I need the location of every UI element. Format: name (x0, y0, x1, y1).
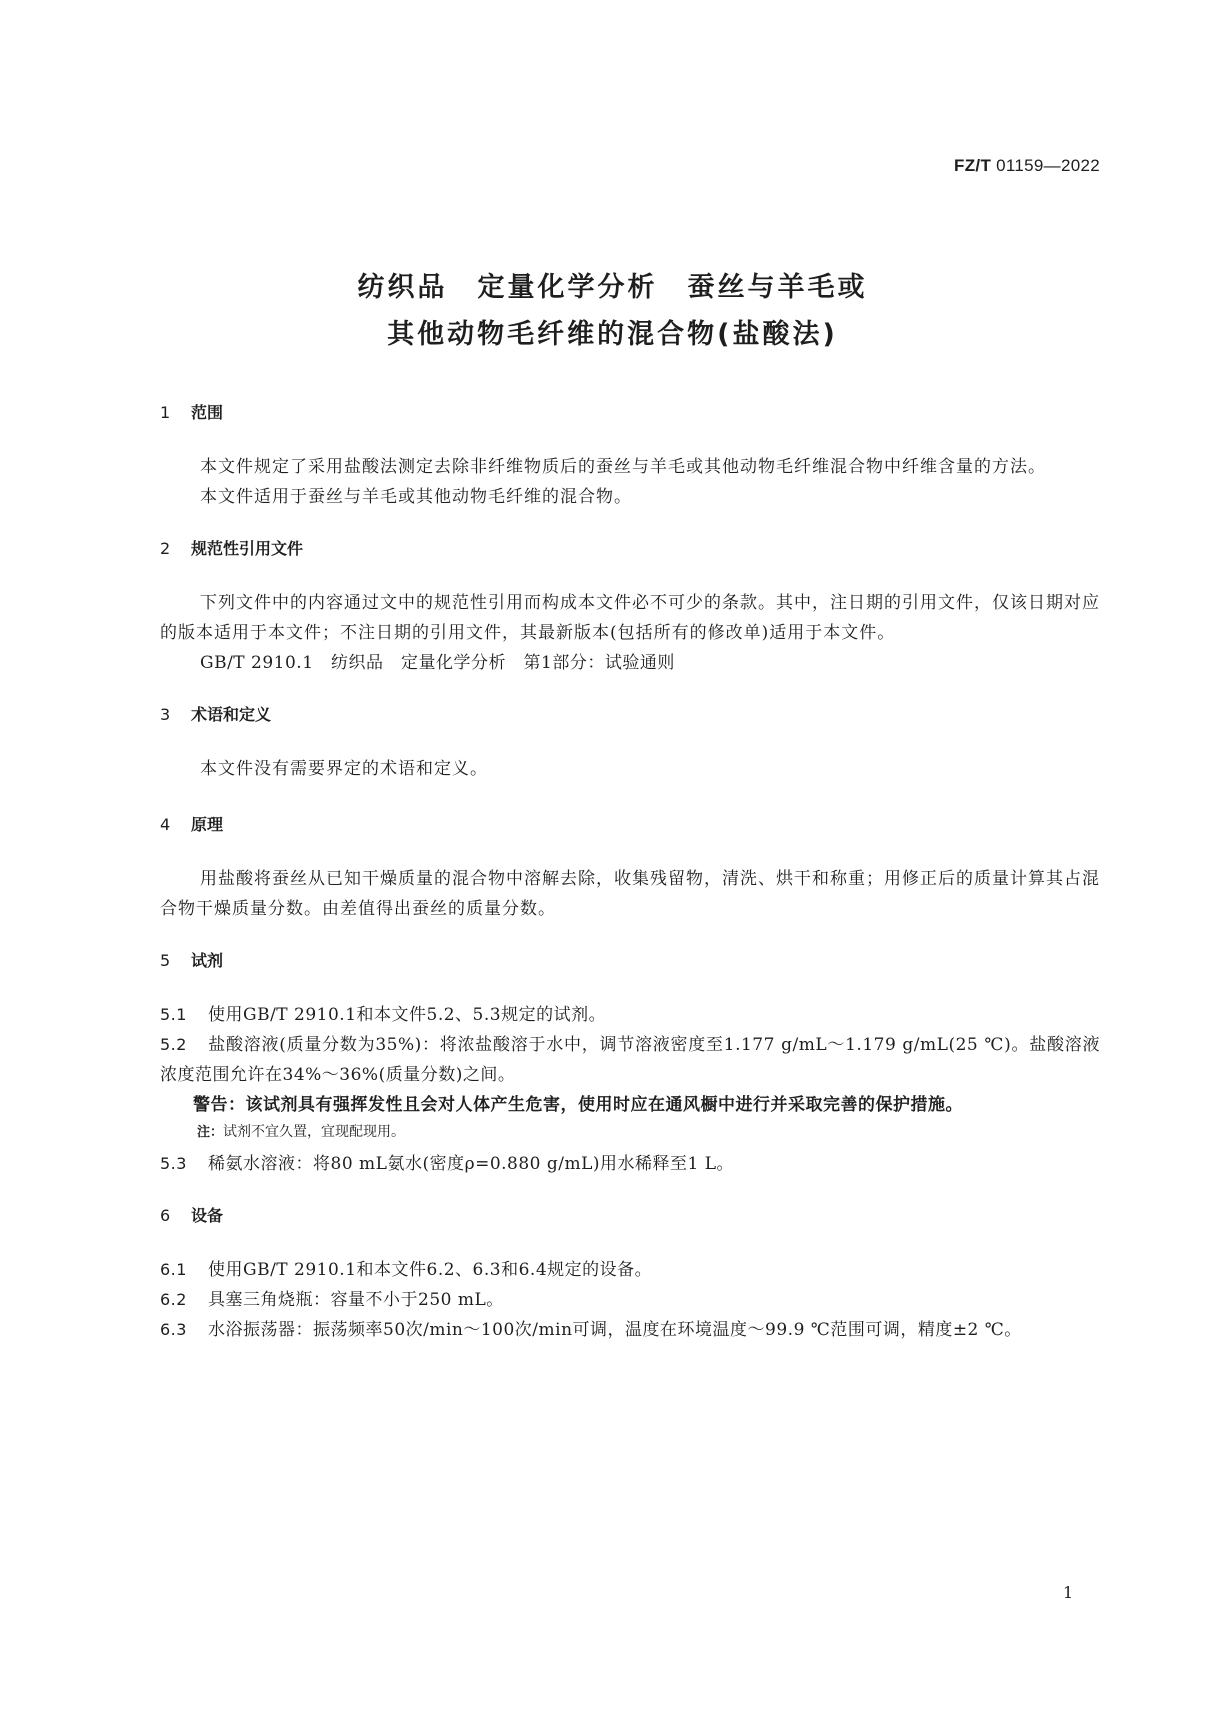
section-title: 范围 (191, 403, 224, 422)
section-heading-principle (160, 814, 1100, 836)
section-number: 1 (160, 403, 171, 422)
paragraph: 本文件规定了采用盐酸法测定去除非纤维物质后的蚕丝与羊毛或其他动物毛纤维混合物中纤维含量的方法。 (200, 457, 1046, 477)
clause-number: 5.1 (160, 1005, 187, 1024)
clause-text: 使用GB/T 2910.1和本文件6.2、6.3和6.4规定的设备。 (208, 1260, 653, 1280)
section-heading-reagents (160, 950, 1100, 972)
clause-5-1 (160, 1000, 1100, 1030)
clause-text: 盐酸溶液(质量分数为35%)：将浓盐酸溶于水中，调节溶液密度至1.177 g/mL～1.179 g/mL(25 ℃)。盐酸溶液浓度范围允许在34%～36%(质量分数)之间。 (160, 1035, 1100, 1085)
document-body (160, 402, 1100, 1345)
section-title: 术语和定义 (191, 705, 272, 724)
title-line-2: 其他动物毛纤维的混合物(盐酸法) (387, 319, 838, 350)
title-line-1: 纺织品 定量化学分析 蚕丝与羊毛或 (357, 272, 868, 303)
section-number: 4 (160, 815, 171, 834)
clause-6-2 (160, 1285, 1100, 1315)
clause-6-1 (160, 1255, 1100, 1285)
note-label: 注： (197, 1125, 224, 1140)
paragraph: 本文件适用于蚕丝与羊毛或其他动物毛纤维的混合物。 (200, 487, 632, 507)
paragraph: 下列文件中的内容通过文中的规范性引用而构成本文件必不可少的条款。其中，注日期的引用文件，仅该日期对应的版本适用于本文件；不注日期的引用文件，其最新版本(包括所有的修改单)适用于本文件。 (160, 593, 1100, 643)
clause-5-2 (160, 1030, 1100, 1090)
section-heading-terms (160, 704, 1100, 726)
clause-text: 稀氨水溶液：将80 mL氨水(密度ρ=0.880 g/mL)用水稀释至1 L。 (208, 1154, 735, 1174)
section-title: 原理 (191, 815, 224, 834)
clause-text: 使用GB/T 2910.1和本文件5.2、5.3规定的试剂。 (208, 1005, 607, 1025)
paragraph: 本文件没有需要界定的术语和定义。 (200, 759, 488, 779)
section-title: 设备 (191, 1206, 224, 1225)
section-number: 3 (160, 705, 171, 724)
clause-number: 5.2 (160, 1035, 187, 1054)
clause-6-3 (160, 1315, 1100, 1345)
clause-text: 具塞三角烧瓶：容量不小于250 mL。 (208, 1290, 504, 1310)
note (160, 1120, 1100, 1145)
section-number: 2 (160, 539, 171, 558)
reference-entry: GB/T 2910.1 纺织品 定量化学分析 第1部分：试验通则 (200, 653, 675, 673)
section-title: 试剂 (191, 951, 224, 970)
warning: 警告：该试剂具有强挥发性且会对人体产生危害，使用时应在通风橱中进行并采取完善的保护措施。 (193, 1095, 963, 1115)
clause-number: 6.3 (160, 1320, 187, 1339)
section-heading-scope (160, 402, 1100, 424)
standard-prefix: FZ/T (954, 156, 992, 175)
document-code (954, 156, 1100, 176)
paragraph: 用盐酸将蚕丝从已知干燥质量的混合物中溶解去除，收集残留物，清洗、烘干和称重；用修正后的质量计算其占混合物干燥质量分数。由差值得出蚕丝的质量分数。 (160, 869, 1100, 919)
section-number: 5 (160, 951, 171, 970)
document-title (0, 264, 1225, 358)
section-heading-normative-references (160, 538, 1100, 560)
note-text: 试剂不宜久置，宜现配现用。 (223, 1124, 406, 1140)
page-number: 1 (1063, 1583, 1074, 1602)
section-title: 规范性引用文件 (191, 539, 304, 558)
standard-number: 01159—2022 (996, 156, 1100, 175)
section-number: 6 (160, 1206, 171, 1225)
clause-number: 6.1 (160, 1260, 187, 1279)
clause-text: 水浴振荡器：振荡频率50次/min～100次/min可调，温度在环境温度～99.9 ℃范围可调，精度±2 ℃。 (208, 1320, 1022, 1340)
clause-number: 5.3 (160, 1154, 187, 1173)
clause-5-3 (160, 1149, 1100, 1179)
section-heading-apparatus (160, 1205, 1100, 1227)
clause-number: 6.2 (160, 1290, 187, 1309)
